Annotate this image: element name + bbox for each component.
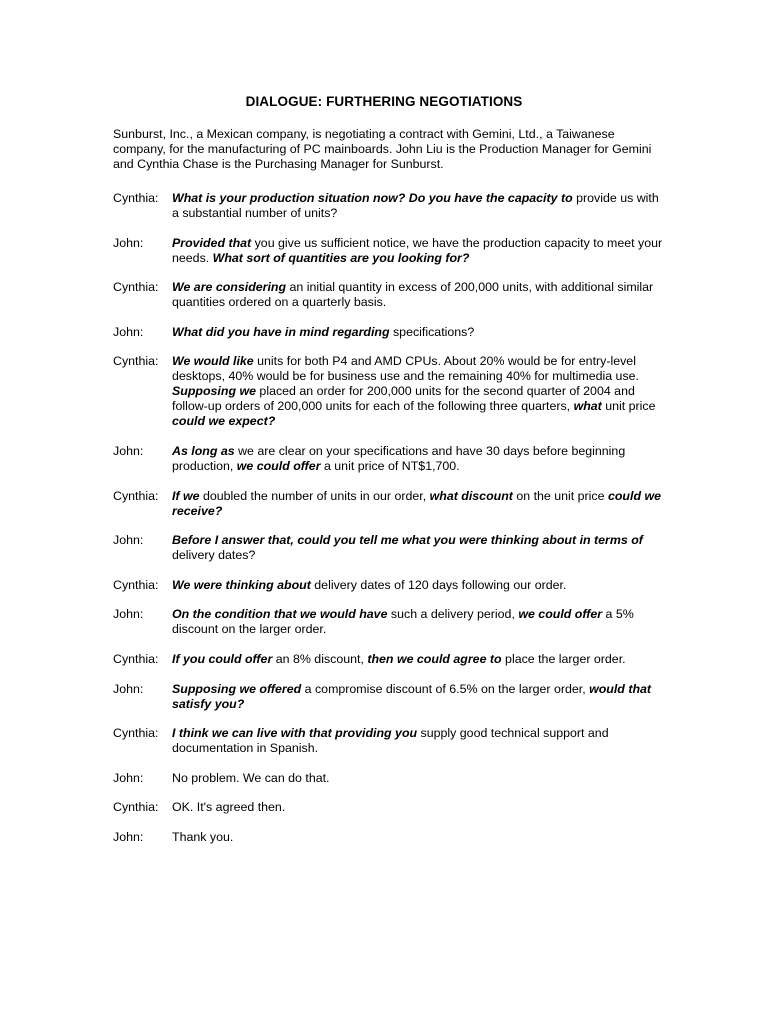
speech-text bbox=[172, 800, 665, 815]
key-phrase: I think we can live with that providing you bbox=[172, 726, 418, 741]
speech-segment: such a delivery period, bbox=[387, 607, 519, 622]
speaker-name: Cynthia: bbox=[113, 577, 159, 592]
dialogue-turn bbox=[113, 325, 665, 340]
dialogue-turn bbox=[113, 830, 665, 845]
key-phrase: we could offer bbox=[518, 607, 603, 622]
key-phrase: then we could agree to bbox=[367, 651, 502, 666]
key-phrase: Supposing we bbox=[172, 384, 256, 399]
key-phrase: What sort of quantities are you looking for? bbox=[212, 250, 470, 265]
speech-text bbox=[172, 354, 665, 429]
speech-segment: we are clear on your specifications and have 30 days before beginning production, bbox=[172, 443, 626, 473]
speech-segment: you give us sufficient notice, we have the production capacity to meet your needs. bbox=[172, 235, 663, 265]
dialogue-turn bbox=[113, 191, 665, 221]
speech-segment: placed an order for 200,000 units for the second quarter of 2004 and follow-up orders of 200,000 units for each of the following three quarters, bbox=[172, 384, 635, 414]
speech-segment: place the larger order. bbox=[501, 651, 626, 666]
key-phrase: What did you have in mind regarding bbox=[172, 324, 390, 339]
speech-text bbox=[172, 325, 665, 340]
key-phrase: what bbox=[573, 399, 602, 414]
speech-segment: doubled the number of units in our order, bbox=[199, 488, 430, 503]
speech-segment: an initial quantity in excess of 200,000 units, with additional similar quantities ordered on a quarterly basis. bbox=[172, 280, 654, 310]
speech-segment: a 5% discount on the larger order. bbox=[172, 607, 634, 637]
key-phrase: We are considering bbox=[172, 280, 287, 295]
key-phrase: On the condition that we would have bbox=[172, 607, 388, 622]
key-phrase: If we bbox=[172, 488, 200, 503]
key-phrase: We were thinking about bbox=[172, 577, 311, 592]
speech-segment: specifications? bbox=[389, 324, 475, 339]
intro-paragraph: Sunburst, Inc., a Mexican company, is negotiating a contract with Gemini, Ltd., a Taiwanese company, for the manufacturing of PC mainboards. John Liu is the Production Manager for Gemini and Cynthia Chase is the Purchasing Manager for Sunburst. bbox=[113, 127, 652, 171]
speech-segment: an 8% discount, bbox=[272, 651, 368, 666]
speech-segment: a unit price of NT$1,700. bbox=[320, 458, 460, 473]
speaker-name: John: bbox=[113, 235, 144, 250]
speaker-name: John: bbox=[113, 533, 144, 548]
dialogue-turn bbox=[113, 652, 665, 667]
dialogue-turn bbox=[113, 607, 665, 637]
key-phrase: would that satisfy you? bbox=[172, 681, 652, 711]
speech-text bbox=[172, 607, 665, 637]
speech-segment: Thank you. bbox=[172, 829, 234, 844]
dialogue-turn bbox=[113, 236, 665, 266]
key-phrase: Provided that bbox=[172, 235, 252, 250]
speech-text bbox=[172, 444, 665, 474]
dialogue bbox=[113, 191, 665, 860]
speaker-name: Cynthia: bbox=[113, 651, 159, 666]
speech-segment: OK. It's agreed then. bbox=[172, 800, 286, 815]
key-phrase: If you could offer bbox=[172, 651, 273, 666]
speaker-name: Cynthia: bbox=[113, 488, 159, 503]
dialogue-turn bbox=[113, 354, 665, 429]
speaker-name: John: bbox=[113, 681, 144, 696]
speech-text bbox=[172, 771, 665, 786]
speech-text bbox=[172, 652, 665, 667]
dialogue-turn bbox=[113, 800, 665, 815]
speech-segment: unit price bbox=[601, 399, 656, 414]
key-phrase: could we expect? bbox=[172, 414, 276, 429]
key-phrase: we could offer bbox=[236, 458, 321, 473]
dialogue-turn bbox=[113, 578, 665, 593]
speaker-name: Cynthia: bbox=[113, 726, 159, 741]
speech-segment: delivery dates of 120 days following our order. bbox=[310, 577, 567, 592]
speech-segment: supply good technical support and documentation in Spanish. bbox=[172, 726, 609, 756]
speech-text bbox=[172, 489, 665, 519]
speaker-name: John: bbox=[113, 770, 144, 785]
dialogue-turn bbox=[113, 726, 665, 756]
speech-text bbox=[172, 682, 665, 712]
dialogue-turn bbox=[113, 280, 665, 310]
speaker-name: Cynthia: bbox=[113, 800, 159, 815]
speech-segment: units for both P4 and AMD CPUs. About 20% would be for entry-level desktops, 40% would be for business use and the remaining 40% for multimedia use. bbox=[172, 354, 639, 384]
dialogue-turn bbox=[113, 489, 665, 519]
speech-text bbox=[172, 191, 665, 221]
dialogue-turn bbox=[113, 533, 665, 563]
key-phrase: As long as bbox=[172, 443, 235, 458]
speech-text bbox=[172, 578, 665, 593]
speaker-name: John: bbox=[113, 443, 144, 458]
speaker-name: John: bbox=[113, 829, 144, 844]
speaker-name: Cynthia: bbox=[113, 280, 159, 295]
speaker-name: Cynthia: bbox=[113, 191, 159, 205]
speaker-name: Cynthia: bbox=[113, 354, 159, 369]
key-phrase: what discount bbox=[429, 488, 513, 503]
speaker-name: John: bbox=[113, 324, 144, 339]
speech-text bbox=[172, 830, 665, 845]
dialogue-turn bbox=[113, 444, 665, 474]
speech-segment: on the unit price bbox=[512, 488, 608, 503]
speech-text bbox=[172, 726, 665, 756]
key-phrase: What is your production situation now? Do you have the capacity to bbox=[172, 191, 573, 205]
dialogue-turn bbox=[113, 682, 665, 712]
key-phrase: Before I answer that, could you tell me what you were thinking about in terms of bbox=[172, 533, 643, 548]
dialogue-turn bbox=[113, 771, 665, 786]
speech-segment: No problem. We can do that. bbox=[172, 770, 330, 785]
key-phrase: Supposing we offered bbox=[172, 681, 302, 696]
speech-segment: provide us with a substantial number of units? bbox=[172, 191, 659, 220]
page-title: DIALOGUE: FURTHERING NEGOTIATIONS bbox=[245, 94, 523, 109]
speech-text bbox=[172, 236, 665, 266]
speech-segment: delivery dates? bbox=[172, 548, 256, 563]
key-phrase: We would like bbox=[172, 354, 254, 369]
speech-text bbox=[172, 280, 665, 310]
speech-text bbox=[172, 533, 665, 563]
speaker-name: John: bbox=[113, 607, 144, 622]
speech-segment: a compromise discount of 6.5% on the larger order, bbox=[301, 681, 590, 696]
key-phrase: could we receive? bbox=[172, 488, 661, 518]
